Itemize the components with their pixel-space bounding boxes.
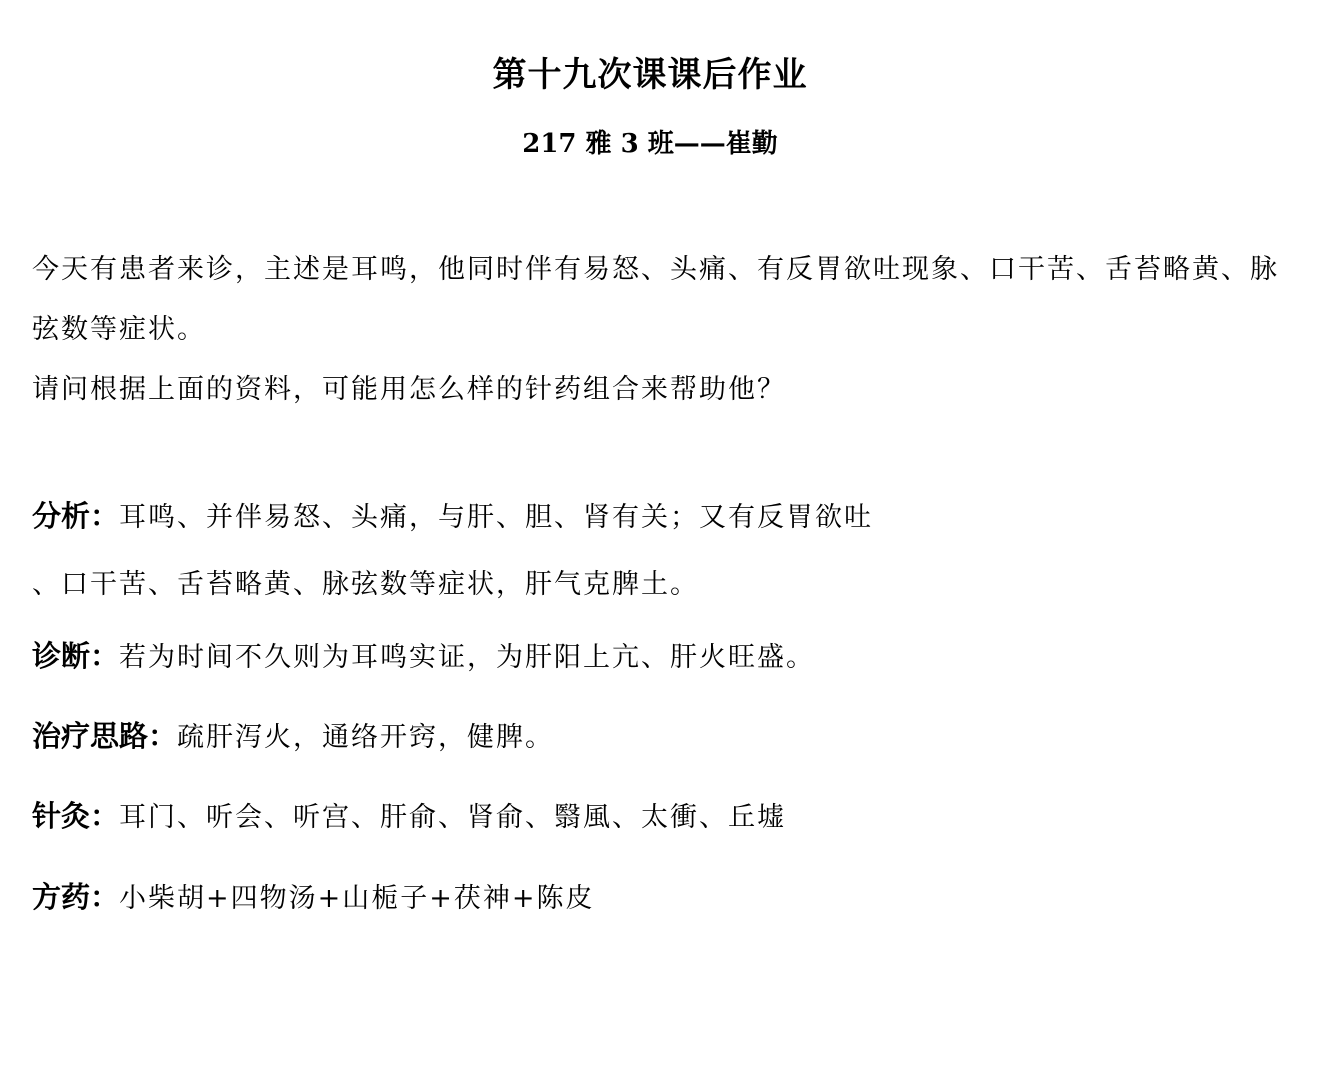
analysis-label: 分析： bbox=[32, 499, 120, 533]
acupuncture-row bbox=[32, 796, 786, 838]
analysis-text-line-2: 、口干苦、舌苔略黄、脉弦数等症状，肝气克脾土。 bbox=[32, 569, 699, 600]
document-subtitle: 217 雅 3 班——崔勤 bbox=[522, 129, 778, 159]
herbal-label: 方药： bbox=[32, 880, 120, 914]
diagnosis-label: 诊断： bbox=[32, 639, 120, 673]
acupuncture-text: 耳门、听会、听宫、肝俞、肾俞、翳風、太衝、丘墟 bbox=[119, 802, 787, 833]
analysis-text-line-1: 耳鸣、并伴易怒、头痛，与肝、胆、肾有关；又有反胃欲吐 bbox=[119, 502, 874, 533]
question-prompt: 请问根据上面的资料，可能用怎么样的针药组合来帮助他？ bbox=[32, 374, 786, 405]
diagnosis-text: 若为时间不久则为耳鸣实证，为肝阳上亢、肝火旺盛。 bbox=[119, 642, 816, 673]
treatment-row bbox=[32, 716, 554, 758]
question-case-description: 今天有患者来诊，主述是耳鸣，他同时伴有易怒、头痛、有反胃欲吐现象、口干苦、舌苔略黄、脉弦数等症状。 bbox=[32, 254, 1279, 345]
diagnosis-row bbox=[32, 636, 815, 678]
herbal-row bbox=[32, 877, 595, 919]
question-section bbox=[32, 240, 1292, 420]
document-title: 第十九次课课后作业 bbox=[492, 55, 808, 95]
analysis-continuation-row bbox=[32, 565, 699, 605]
herbal-text: 小柴胡+四物汤+山栀子+茯神+陈皮 bbox=[119, 883, 595, 914]
treatment-label: 治疗思路： bbox=[32, 719, 178, 753]
treatment-text: 疏肝泻火，通络开窍，健脾。 bbox=[177, 722, 555, 753]
analysis-row bbox=[32, 496, 873, 538]
acupuncture-label: 针灸： bbox=[32, 799, 120, 833]
